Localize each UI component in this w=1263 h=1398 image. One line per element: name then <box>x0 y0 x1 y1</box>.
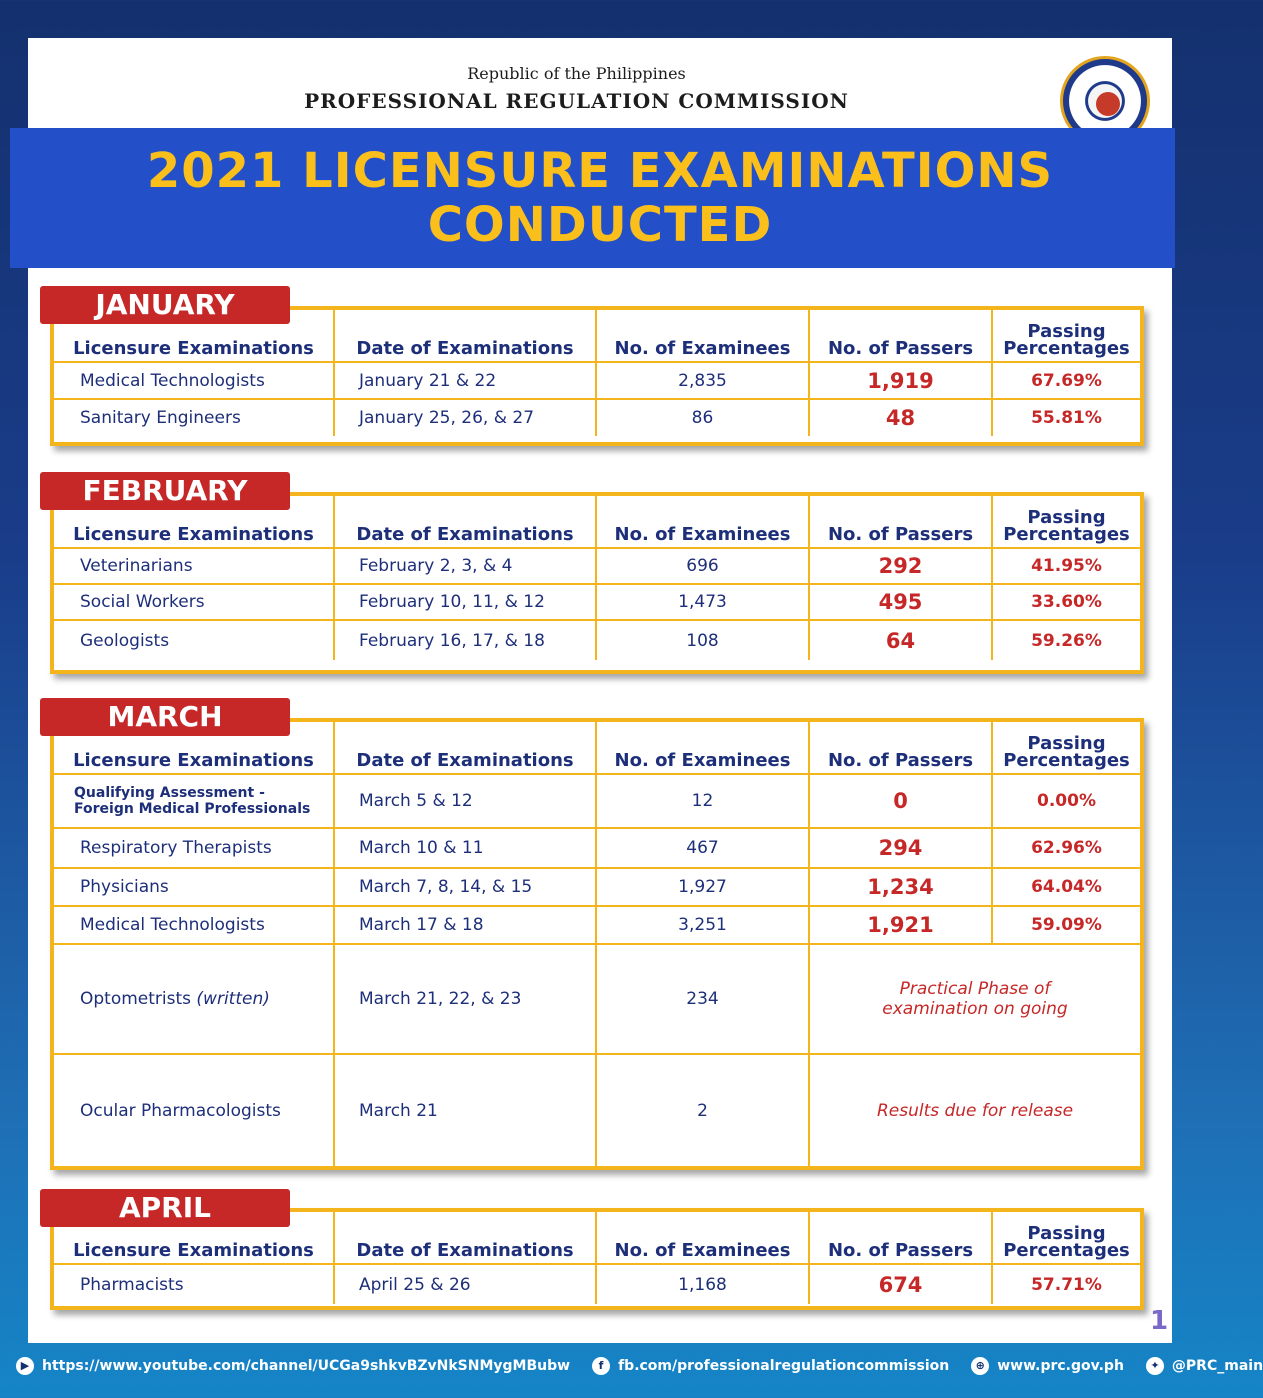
col-exam: Licensure Examinations <box>54 310 334 362</box>
twitter-icon: ✦ <box>1146 1357 1164 1375</box>
table-row: Qualifying Assessment - Foreign Medical Professionals March 5 & 12 12 0 0.00% <box>54 774 1140 828</box>
february-table-box <box>50 492 1144 674</box>
footer-youtube-link[interactable]: ▶ https://www.youtube.com/channel/UCGa9shkvBZvNkSNMygMBubw <box>16 1357 570 1375</box>
col-exam: Licensure Examinations <box>54 496 334 548</box>
col-examinees: No. of Examinees <box>596 1212 809 1264</box>
table-row: Respiratory Therapists March 10 & 11 467 294 62.96% <box>54 828 1140 868</box>
status-note: Results due for release <box>809 1054 1140 1166</box>
month-label-april: APRIL <box>40 1189 290 1227</box>
footer-facebook-link[interactable]: f fb.com/professionalregulationcommission <box>592 1357 949 1375</box>
january-table <box>54 310 1140 436</box>
col-percentages: Passing Percentages <box>992 722 1140 774</box>
col-date: Date of Examinations <box>334 310 596 362</box>
month-label-february: FEBRUARY <box>40 472 290 510</box>
col-examinees: No. of Examinees <box>596 722 809 774</box>
col-date: Date of Examinations <box>334 496 596 548</box>
footer-bar <box>0 1348 1263 1384</box>
table-row: Sanitary Engineers January 25, 26, & 27 86 48 55.81% <box>54 399 1140 436</box>
globe-icon: ⊕ <box>971 1357 989 1375</box>
table-row: Physicians March 7, 8, 14, & 15 1,927 1,234 64.04% <box>54 868 1140 906</box>
page-title <box>0 144 1200 252</box>
footer-twitter-link[interactable]: ✦ @PRC_main <box>1146 1357 1263 1375</box>
table-row: Social Workers February 10, 11, & 12 1,473 495 33.60% <box>54 584 1140 620</box>
footer-website-link[interactable]: ⊕ www.prc.gov.ph <box>971 1357 1124 1375</box>
table-row: Medical Technologists January 21 & 22 2,835 1,919 67.69% <box>54 362 1140 399</box>
col-exam: Licensure Examinations <box>54 1212 334 1264</box>
col-exam: Licensure Examinations <box>54 722 334 774</box>
february-table <box>54 496 1140 660</box>
col-passers: No. of Passers <box>809 310 992 362</box>
col-percentages: Passing Percentages <box>992 310 1140 362</box>
col-examinees: No. of Examinees <box>596 496 809 548</box>
table-row: Ocular Pharmacologists March 21 2 Results due for release <box>54 1054 1140 1166</box>
col-percentages: Passing Percentages <box>992 496 1140 548</box>
table-row: Veterinarians February 2, 3, & 4 696 292 41.95% <box>54 548 1140 584</box>
title-line-2: CONDUCTED <box>427 197 773 253</box>
month-label-january: JANUARY <box>40 286 290 324</box>
title-line-1: 2021 LICENSURE EXAMINATIONS <box>146 143 1054 199</box>
page-number: 1 <box>1150 1306 1169 1336</box>
month-label-march: MARCH <box>40 698 290 736</box>
republic-heading: Republic of the Philippines <box>467 64 686 83</box>
col-passers: No. of Passers <box>809 1212 992 1264</box>
table-row: Pharmacists April 25 & 26 1,168 674 57.71% <box>54 1264 1140 1304</box>
table-row: Geologists February 16, 17, & 18 108 64 59.26% <box>54 620 1140 660</box>
col-date: Date of Examinations <box>334 722 596 774</box>
seal-emblem-icon <box>1096 92 1120 116</box>
youtube-icon: ▶ <box>16 1357 34 1375</box>
january-table-box <box>50 306 1144 446</box>
march-table-box <box>50 718 1144 1170</box>
commission-heading: PROFESSIONAL REGULATION COMMISSION <box>304 89 849 113</box>
col-passers: No. of Passers <box>809 722 992 774</box>
col-percentages: Passing Percentages <box>992 1212 1140 1264</box>
col-examinees: No. of Examinees <box>596 310 809 362</box>
table-row: Optometrists (written) March 21, 22, & 23 234 Practical Phase of examination on going <box>54 944 1140 1054</box>
col-date: Date of Examinations <box>334 1212 596 1264</box>
march-table <box>54 722 1140 1166</box>
table-row: Medical Technologists March 17 & 18 3,251 1,921 59.09% <box>54 906 1140 944</box>
status-note: Practical Phase of examination on going <box>809 944 1140 1054</box>
facebook-icon: f <box>592 1357 610 1375</box>
col-passers: No. of Passers <box>809 496 992 548</box>
